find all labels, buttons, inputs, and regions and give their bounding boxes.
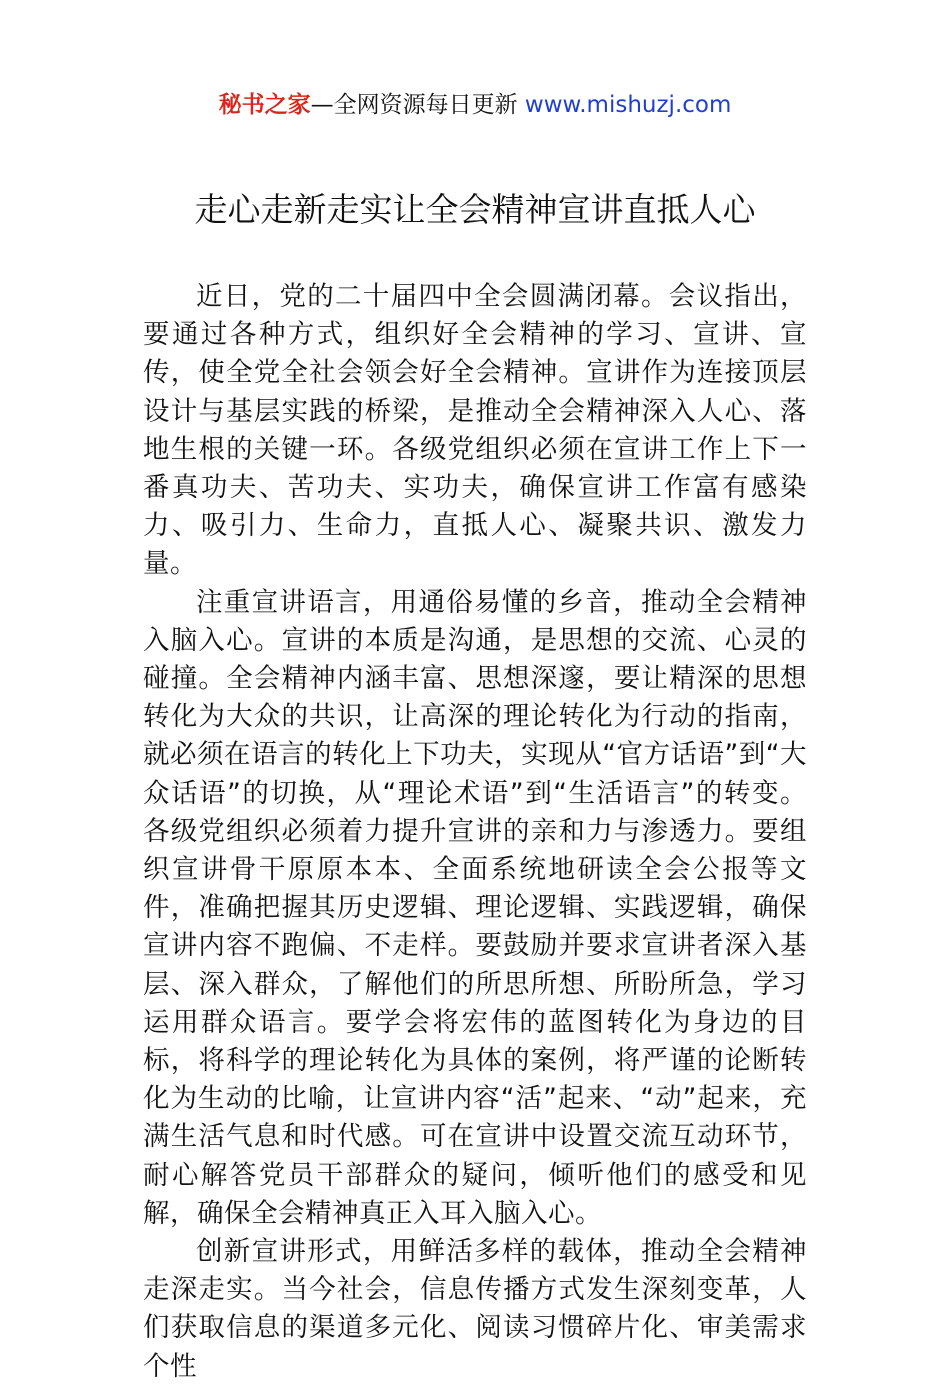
article-body xyxy=(143,278,807,1386)
brand-name: 秘书之家 xyxy=(218,92,311,118)
article-title: 走心走新走实让全会精神宣讲直抵人心 xyxy=(194,190,756,229)
paragraph-2: 注重宣讲语言，用通俗易懂的乡音，推动全会精神入脑入心。宣讲的本质是沟通，是思想的交流、心灵的碰撞。全会精神内涵丰富、思想深邃，要让精深的思想转化为大众的共识，让高深的理论转化为行动的指南，就必须在语言的转化上下功夫，实现从“官方话语”到“大众话语”的切换，从“理论术语”到“生活语言”的转变。各级党组织必须着力提升宣讲的亲和力与渗透力。要组织宣讲骨干原原本本、全面系统地研读全会公报等文件，准确把握其历史逻辑、理论逻辑、实践逻辑，确保宣讲内容不跑偏、不走样。要鼓励并要求宣讲者深入基层、深入群众，了解他们的所思所想、所盼所急，学习运用群众语言。要学会将宏伟的蓝图转化为身边的目标，将科学的理论转化为具体的案例，将严谨的论断转化为生动的比喻，让宣讲内容“活”起来、“动”起来，充满生活气息和时代感。可在宣讲中设置交流互动环节，耐心解答党员干部群众的疑问，倾听他们的感受和见解，确保全会精神真正入耳入脑入心。 xyxy=(143,586,807,1229)
paragraph-1: 近日，党的二十届四中全会圆满闭幕。会议指出，要通过各种方式，组织好全会精神的学习、宣讲、宣传，使全党全社会领会好全会精神。宣讲作为连接顶层设计与基层实践的桥梁，是推动全会精神深入人心、落地生根的关键一环。各级党组织必须在宣讲工作上下一番真功夫、苦功夫、实功夫，确保宣讲工作富有感染力、吸引力、生命力，直抵人心、凝聚共识、激发力量。 xyxy=(143,281,807,580)
website-link[interactable]: www.mishuzj.com xyxy=(524,92,732,118)
banner-tagline: —全网资源每日更新 xyxy=(310,92,525,118)
paragraph-3: 创新宣讲形式，用鲜活多样的载体，推动全会精神走深走实。当今社会，信息传播方式发生深刻变革，人们获取信息的渠道多元化、阅读习惯碎片化、审美需求个性 xyxy=(143,1236,807,1382)
source-banner xyxy=(0,88,950,122)
